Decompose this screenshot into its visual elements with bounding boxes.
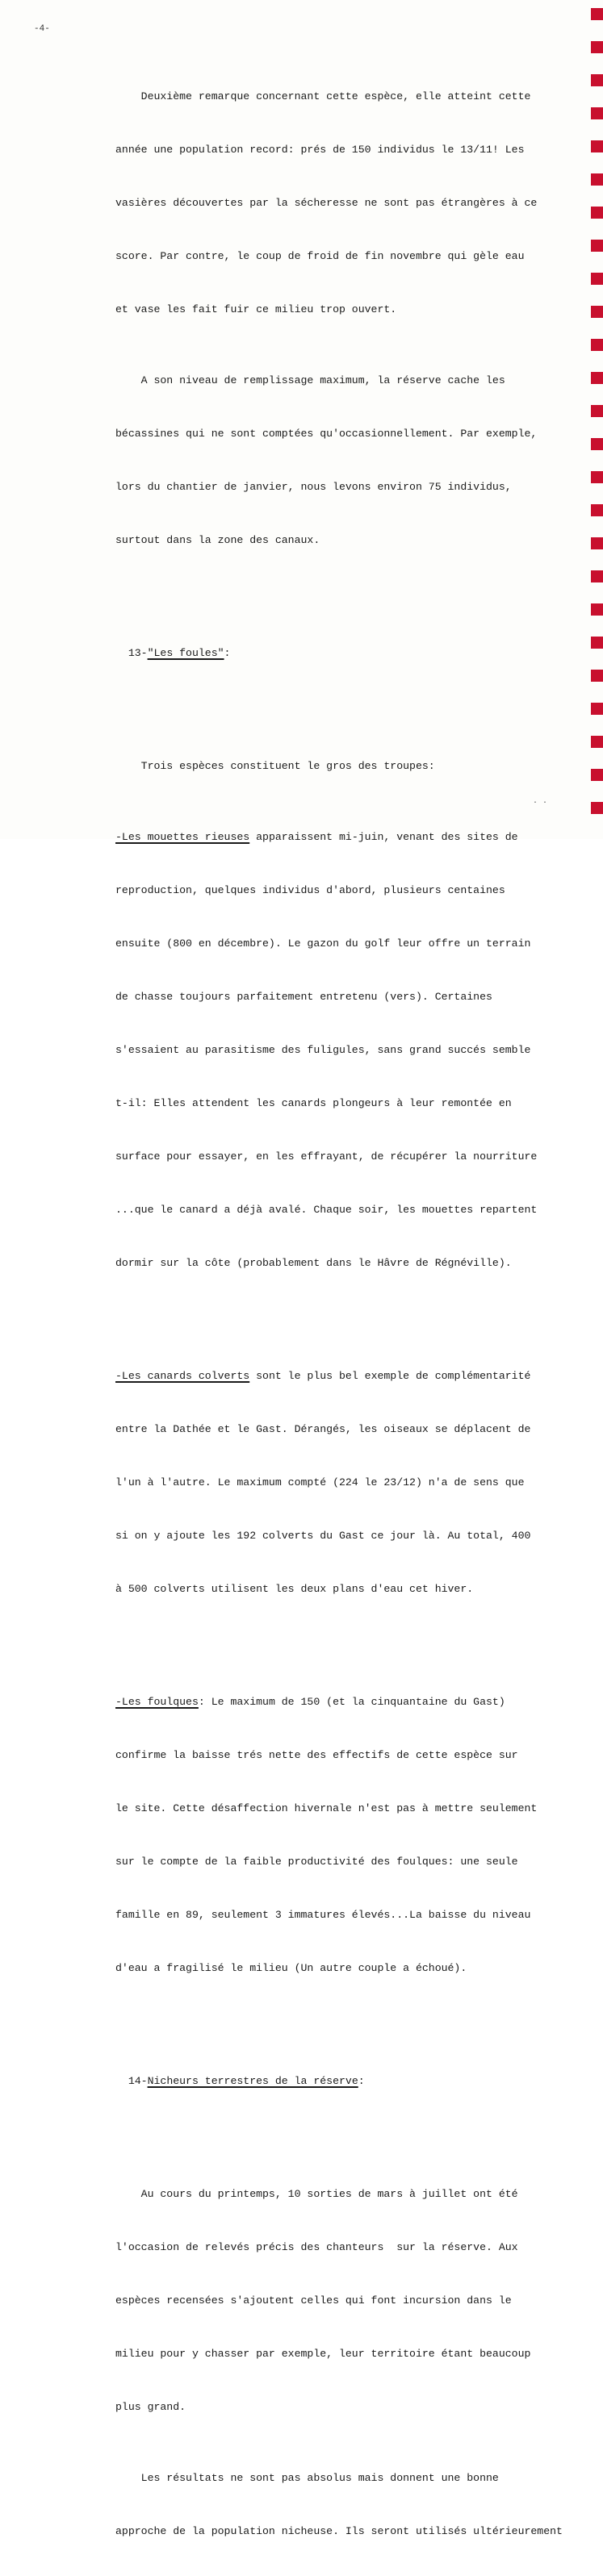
binding-tab bbox=[591, 471, 603, 483]
binding-tab bbox=[591, 438, 603, 450]
binding-tab bbox=[591, 140, 603, 152]
paragraph-line: surtout dans la zone des canaux. bbox=[115, 534, 320, 546]
paragraph-line: vasières découvertes par la sécheresse ne sont pas étrangères à ce bbox=[115, 197, 538, 209]
mouettes-first-line: -Les mouettes rieuses apparaissent mi-juin, venant des sites de bbox=[115, 831, 518, 843]
paragraph-line: lors du chantier de janvier, nous levons environ 75 individus, bbox=[115, 481, 512, 493]
paragraph-line: sur le compte de la faible productivité des foulques: une seule bbox=[115, 1856, 518, 1868]
binding-tab bbox=[591, 273, 603, 285]
species-heading: -Les foulques bbox=[115, 1696, 199, 1708]
paragraph-line: l'un à l'autre. Le maximum compté (224 le 23/12) n'a de sens que bbox=[115, 1476, 525, 1488]
binding-tab bbox=[591, 8, 603, 20]
paragraph-line: Au cours du printemps, 10 sorties de mars à juillet ont été bbox=[115, 2188, 518, 2200]
binding-tab bbox=[591, 802, 603, 814]
section-title: "Les foules" bbox=[147, 647, 224, 659]
binding-tab bbox=[591, 769, 603, 781]
canards-first-line: -Les canards colverts sont le plus bel exemple de complémentarité bbox=[115, 1370, 531, 1382]
paragraph-line: de chasse toujours parfaitement entretenu (vers). Certaines bbox=[115, 991, 492, 1003]
body-text bbox=[115, 52, 584, 2576]
comb-binding bbox=[588, 0, 603, 839]
binding-tab bbox=[591, 736, 603, 748]
section-title: Nicheurs terrestres de la réserve bbox=[147, 2075, 358, 2087]
binding-tab bbox=[591, 339, 603, 351]
binding-tab bbox=[591, 570, 603, 582]
binding-tab bbox=[591, 41, 603, 53]
paragraph-line: le site. Cette désaffection hivernale n'est pas à mettre seulement bbox=[115, 1802, 538, 1814]
paragraph-line: ...que le canard a déjà avalé. Chaque soir, les mouettes repartent bbox=[115, 1204, 538, 1216]
paragraph-line: espèces recensées s'ajoutent celles qui font incursion dans le bbox=[115, 2294, 512, 2307]
paragraph-line: surface pour essayer, en les effrayant, de récupérer la nourriture bbox=[115, 1150, 538, 1163]
paragraph-line: famille en 89, seulement 3 immatures élevés...La baisse du niveau bbox=[115, 1909, 531, 1921]
paragraph-line: bécassines qui ne sont comptées qu'occasionnellement. Par exemple, bbox=[115, 428, 538, 440]
binding-tab bbox=[591, 405, 603, 417]
binding-tab bbox=[591, 537, 603, 549]
section-heading-13: 13-"Les foules": bbox=[115, 647, 231, 659]
paragraph-line: et vase les fait fuir ce milieu trop ouvert. bbox=[115, 303, 397, 315]
binding-tab bbox=[591, 74, 603, 86]
paragraph-line: A son niveau de remplissage maximum, la réserve cache les bbox=[115, 374, 505, 386]
binding-tab bbox=[591, 703, 603, 715]
foulques-first-line: -Les foulques: Le maximum de 150 (et la cinquantaine du Gast) bbox=[115, 1696, 505, 1708]
binding-tab bbox=[591, 637, 603, 649]
paragraph-line: ensuite (800 en décembre). Le gazon du golf leur offre un terrain bbox=[115, 937, 531, 950]
paragraph-line: score. Par contre, le coup de froid de fin novembre qui gèle eau bbox=[115, 250, 525, 262]
binding-tab bbox=[591, 504, 603, 516]
paragraph-line: l'occasion de relevés précis des chanteurs sur la réserve. Aux bbox=[115, 2241, 518, 2253]
paragraph-line: à 500 colverts utilisent les deux plans d'eau cet hiver. bbox=[115, 1583, 474, 1595]
paragraph-line: confirme la baisse trés nette des effectifs de cette espèce sur bbox=[115, 1749, 518, 1761]
binding-tab bbox=[591, 670, 603, 682]
species-heading: -Les mouettes rieuses bbox=[115, 831, 250, 843]
paragraph-line: t-il: Elles attendent les canards plongeurs à leur remontée en bbox=[115, 1097, 512, 1109]
paragraph-line: reproduction, quelques individus d'abord, plusieurs centaines bbox=[115, 884, 505, 896]
paragraph-line: Les résultats ne sont pas absolus mais donnent une bonne bbox=[115, 2472, 499, 2484]
paragraph-line: année une population record: prés de 150 individus le 13/11! Les bbox=[115, 144, 525, 156]
margin-mark: · · bbox=[533, 799, 548, 808]
binding-tab bbox=[591, 173, 603, 186]
paragraph-line: Trois espèces constituent le gros des troupes: bbox=[115, 760, 435, 772]
binding-tab bbox=[591, 207, 603, 219]
paragraph-line: si on y ajoute les 192 colverts du Gast ce jour là. Au total, 400 bbox=[115, 1530, 531, 1542]
binding-tab bbox=[591, 240, 603, 252]
binding-tab bbox=[591, 107, 603, 119]
paragraph-line: dormir sur la côte (probablement dans le Hâvre de Régnéville). bbox=[115, 1257, 512, 1269]
paragraph-line: d'eau a fragilisé le milieu (Un autre couple a échoué). bbox=[115, 1962, 467, 1974]
paragraph-line: entre la Dathée et le Gast. Dérangés, les oiseaux se déplacent de bbox=[115, 1423, 531, 1435]
paragraph-line: s'essaient au parasitisme des fuligules, sans grand succés semble bbox=[115, 1044, 531, 1056]
species-heading: -Les canards colverts bbox=[115, 1370, 250, 1382]
paragraph-line: approche de la population nicheuse. Ils seront utilisés ultérieurement bbox=[115, 2525, 563, 2537]
binding-tab bbox=[591, 372, 603, 384]
paragraph-line: milieu pour y chasser par exemple, leur territoire étant beaucoup bbox=[115, 2348, 531, 2360]
paragraph-line: Deuxième remarque concernant cette espèce, elle atteint cette bbox=[115, 90, 531, 102]
binding-tab bbox=[591, 603, 603, 616]
paragraph-line: plus grand. bbox=[115, 2401, 186, 2413]
section-heading-14: 14-Nicheurs terrestres de la réserve: bbox=[115, 2075, 365, 2087]
page-number: -4- bbox=[34, 24, 50, 34]
binding-tab bbox=[591, 306, 603, 318]
